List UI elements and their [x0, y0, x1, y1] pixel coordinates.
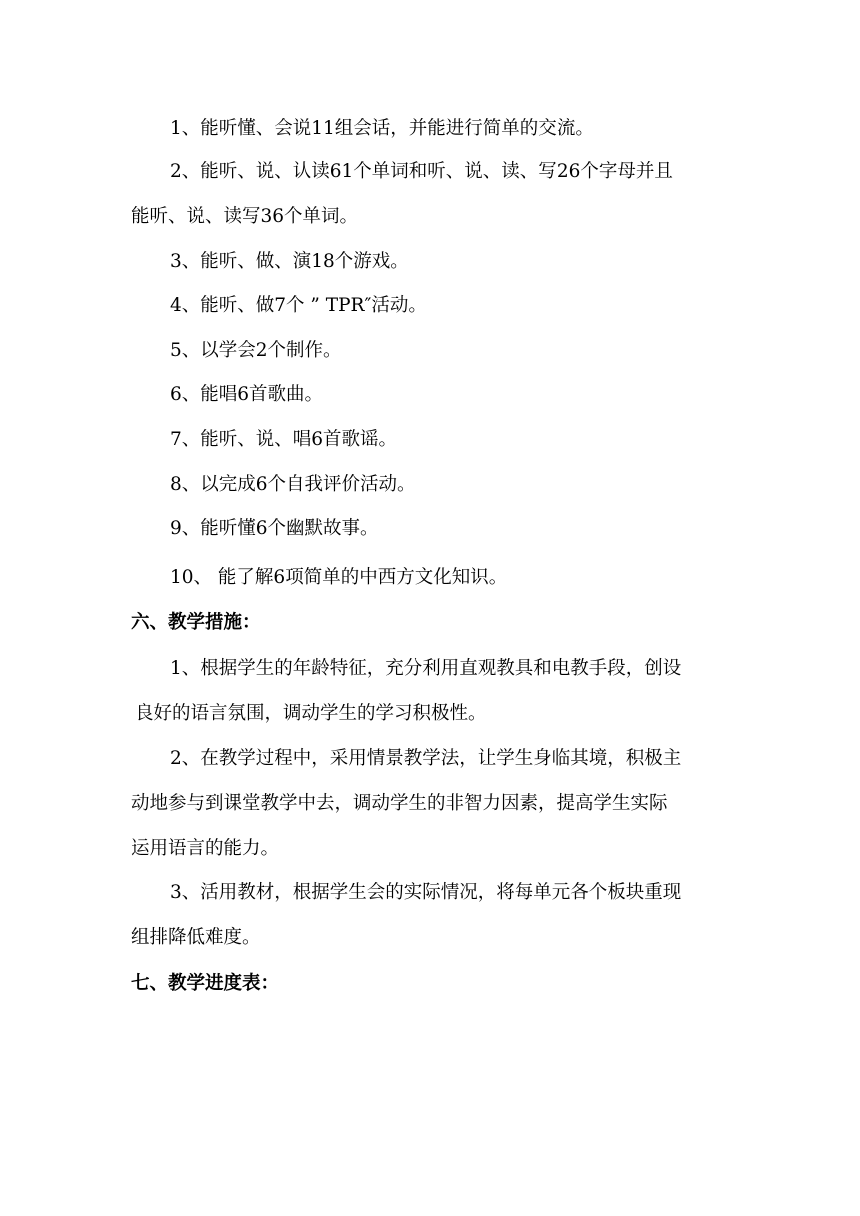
- measure-3-line-2: 组排降低难度。: [131, 927, 261, 948]
- section-7-heading: 七、教学进度表：: [131, 973, 280, 994]
- measure-2-line-1: 2、在教学过程中，采用情景教学法，让学生身临其境，积极主: [170, 748, 682, 769]
- objective-8: 8、以完成6个自我评价活动。: [170, 474, 416, 495]
- measure-1-line-1: 1、根据学生的年龄特征，充分利用直观教具和电教手段，创设: [170, 658, 682, 679]
- objective-5: 5、以学会2个制作。: [170, 340, 342, 361]
- objective-9: 9、能听懂6个幽默故事。: [170, 518, 379, 539]
- objective-2-line-2: 能听、说、读写36个单词。: [131, 206, 359, 227]
- measure-3-line-1: 3、活用教材，根据学生会的实际情况，将每单元各个板块重现: [170, 882, 682, 903]
- objective-1: 1、能听懂、会说11组会话，并能进行简单的交流。: [170, 118, 594, 139]
- objective-6: 6、能唱6首歌曲。: [170, 384, 324, 405]
- objective-3: 3、能听、做、演18个游戏。: [170, 251, 409, 272]
- measure-1-line-2: 良好的语言氛围，调动学生的学习积极性。: [135, 703, 487, 724]
- section-6-heading: 六、教学措施：: [131, 612, 261, 633]
- objective-4: 4、能听、做7个 ” TPR″活动。: [170, 295, 427, 316]
- measure-2-line-2: 动地参与到课堂教学中去，调动学生的非智力因素，提高学生实际: [131, 793, 668, 814]
- objective-2-line-1: 2、能听、说、认读61个单词和听、说、读、写26个字母并且: [170, 161, 673, 182]
- measure-2-line-3: 运用语言的能力。: [131, 838, 280, 859]
- objective-10: 10、 能了解6项简单的中西方文化知识。: [170, 567, 508, 588]
- objective-7: 7、能听、说、唱6首歌谣。: [170, 429, 398, 450]
